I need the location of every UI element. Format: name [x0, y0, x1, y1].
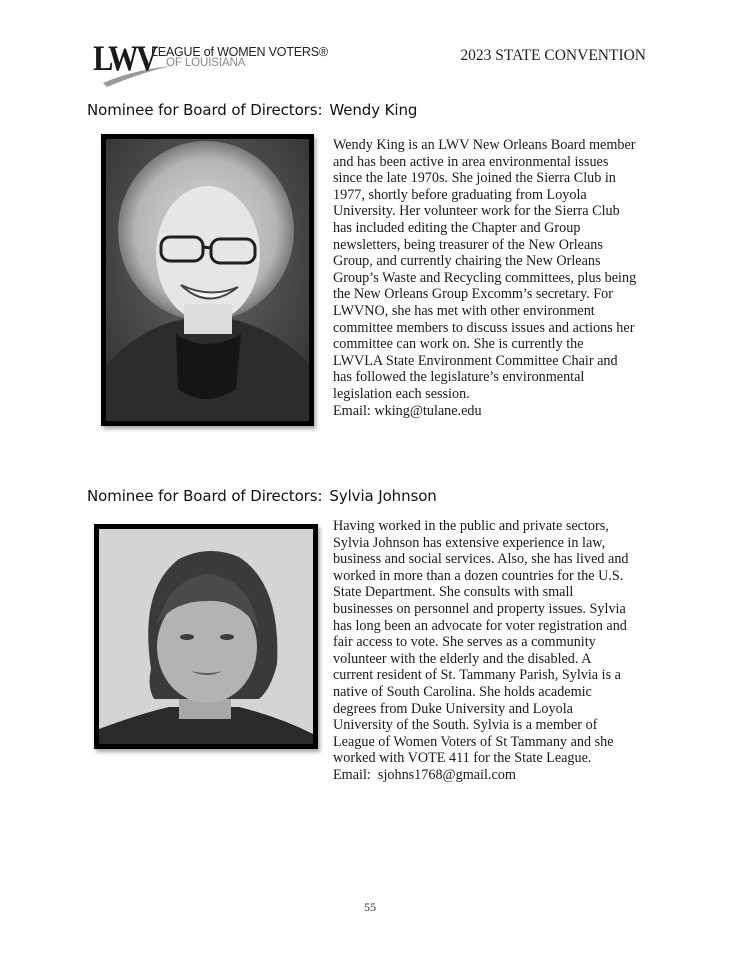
logo-text-line2: OF LOUISIANA [166, 57, 246, 69]
bio-line: the New Orleans Group Excomm’s secretary. For [333, 286, 613, 303]
bio-line: Group, and currently chairing the New Orleans [333, 253, 601, 270]
bio-line: volunteer with the elderly and the disabled. A [333, 650, 592, 667]
email-label: Email: [333, 766, 378, 783]
bio-line: committee members to discuss issues and actions her [333, 319, 635, 336]
nominee-heading [87, 101, 417, 119]
bio-line: newsletters, being treasurer of the New Orleans [333, 236, 603, 253]
portrait-photo-icon [106, 139, 309, 421]
nominee-bio [333, 518, 663, 784]
bio-line: native of South Carolina. She holds academic [333, 683, 592, 700]
nominee-heading [87, 487, 437, 505]
email-link[interactable]: wking@tulane.edu [374, 402, 482, 419]
bio-line: League of Women Voters of St Tammany and she [333, 733, 614, 750]
nominee-heading-prefix: Nominee for Board of Directors: [87, 487, 323, 505]
bio-line: degrees from Duke University and Loyola [333, 700, 573, 717]
nominee-photo [101, 134, 314, 426]
bio-line: worked with VOTE 411 for the State League. [333, 750, 592, 767]
email-line [333, 767, 663, 784]
nominee-heading-prefix: Nominee for Board of Directors: [87, 101, 323, 119]
lwv-louisiana-logo [93, 38, 328, 88]
logo-text-line1: LEAGUE of WOMEN VOTERS® [151, 45, 328, 59]
bio-line: legislation each session. [333, 385, 470, 402]
nominee-bio [333, 137, 663, 419]
nominee-photo [94, 524, 318, 749]
bio-line: University of the South. Sylvia is a member of [333, 717, 598, 734]
bio-line: LWVNO, she has met with other environment [333, 302, 595, 319]
bio-line: since the late 1970s. She joined the Sierra Club in [333, 170, 616, 187]
bio-line: worked in more than a dozen countries for the U.S. [333, 567, 624, 584]
bio-line: has long been an advocate for voter registration and [333, 617, 627, 634]
bio-line: committee can work on. She is currently the [333, 336, 584, 353]
nominee-name: Wendy King [329, 101, 418, 119]
email-line [333, 403, 663, 420]
logo-mark: LWV [93, 38, 156, 78]
bio-line: Wendy King is an LWV New Orleans Board member [333, 137, 636, 153]
bio-line: businesses on personnel and property issues. Sylvia [333, 600, 626, 617]
bio-line: business and social services. Also, she has lived and [333, 551, 629, 568]
bio-line: fair access to vote. She serves as a community [333, 634, 596, 651]
bio-line: Group’s Waste and Recycling committees, plus being [333, 269, 637, 286]
bio-line: has included editing the Chapter and Group [333, 219, 581, 236]
bio-line: current resident of St. Tammany Parish, Sylvia is a [333, 667, 621, 684]
bio-line: has followed the legislature’s environmental [333, 369, 585, 386]
bio-line: Sylvia Johnson has extensive experience in law, [333, 534, 606, 551]
bio-line: State Department. She consults with small [333, 584, 574, 601]
bio-line: 1977, shortly before graduating from Loyola [333, 186, 587, 203]
bio-line: LWVLA State Environment Committee Chair and [333, 352, 618, 369]
email-link[interactable]: sjohns1768@gmail.com [377, 766, 516, 783]
event-title: 2023 STATE CONVENTION [460, 47, 646, 64]
nominee-name: Sylvia Johnson [329, 487, 437, 505]
email-label: Email: [333, 402, 375, 419]
bio-line: Having worked in the public and private sectors, [333, 518, 609, 534]
page-number: 55 [364, 900, 376, 914]
bio-line: University. Her volunteer work for the Sierra Club [333, 203, 620, 220]
portrait-photo-icon [99, 529, 313, 744]
bio-line: and has been active in area environmental issues [333, 153, 609, 170]
